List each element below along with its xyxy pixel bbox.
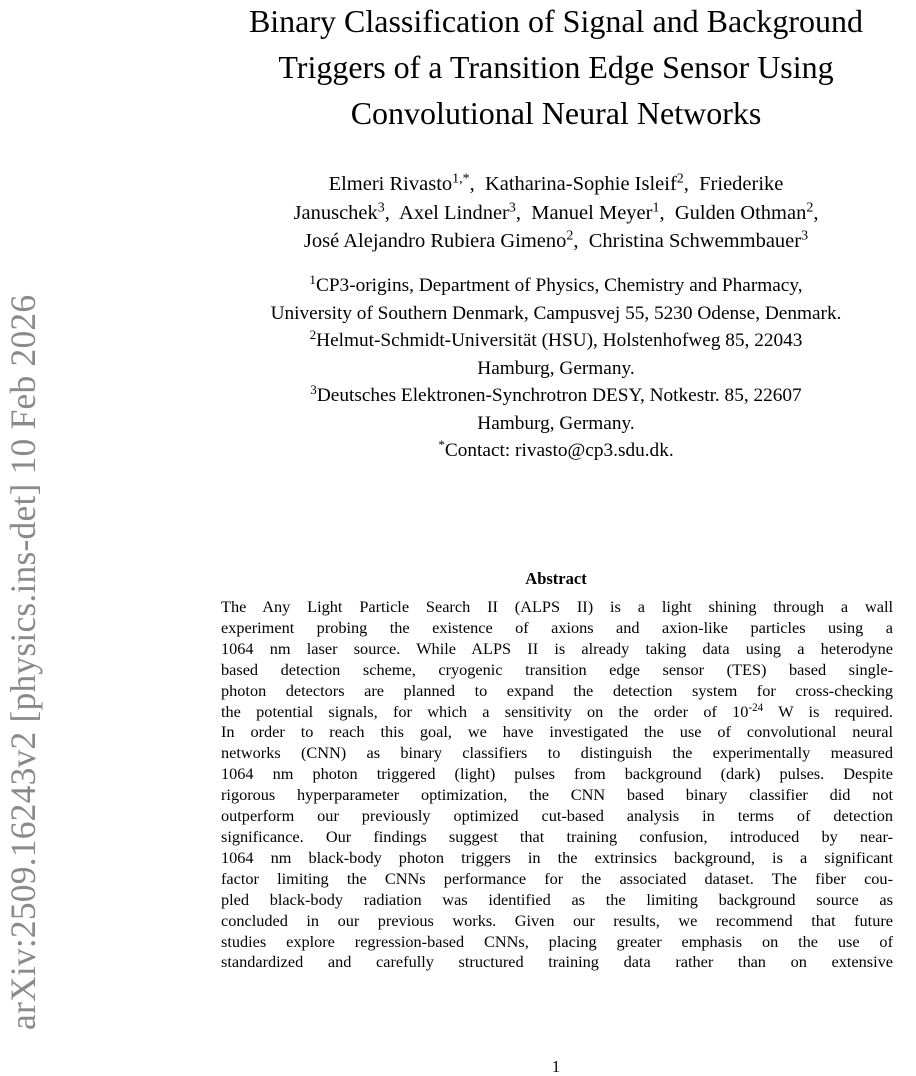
author-line: Elmeri Rivasto$^{1,*}$, Katharina-Sophie Isleif$^2$, Friederike <box>328 171 784 195</box>
author <box>399 199 516 224</box>
abstract-line: experiment probing the existence of axions and axion-like particles using a <box>221 617 893 637</box>
abstract-line: The Any Light Particle Search II (ALPS II) is a light shining through a wall <box>221 597 893 616</box>
abstract-line: networks (CNN) as binary classifiers to distinguish the experimentally measured <box>221 743 893 763</box>
contact-mark: * <box>438 436 445 452</box>
author-name-cont: Januschek <box>293 201 378 224</box>
title-line: Triggers of a Transition Edge Sensor Using <box>278 49 834 85</box>
contact-line <box>196 437 916 465</box>
title-line: Convolutional Neural Networks <box>350 95 762 131</box>
abstract-line: pled black-body radiation was identified as the limiting background source as <box>221 889 893 909</box>
author-name: Katharina-Sophie Isleif <box>484 173 677 195</box>
arxiv-identifier-stamp: arXiv:2509.16243v2 [physics.ins-det] 10 Feb 2026 <box>3 294 43 1030</box>
affiliation-mark: 1 <box>309 271 316 287</box>
affiliation-mark: 2 <box>309 326 317 342</box>
author-affiliation-mark: 2 <box>806 199 814 215</box>
author-name: Manuel Meyer <box>531 201 653 224</box>
author-affiliation-mark: 1 <box>652 199 660 215</box>
affiliation-line <box>196 272 916 300</box>
affiliation-text: Deutsches Elektronen-Synchrotron DESY, Notkestr. 85, 22607 <box>316 385 802 406</box>
paper-title <box>196 0 916 136</box>
contact-email-text: Contact: rivasto@cp3.sdu.dk. <box>444 440 674 461</box>
affiliation-line <box>196 327 916 355</box>
author-affiliation-mark: 3 <box>801 228 809 244</box>
abstract-line-text: the potential signals, for which a sensitivity on the order of 10 <box>221 701 749 721</box>
author-name: Axel Lindner <box>399 201 509 224</box>
abstract-line: standardized and carefully structured training data rather than on extensive <box>221 952 893 972</box>
sensitivity-exponent: -24 <box>748 701 764 714</box>
author-affiliation-mark: 3 <box>377 199 385 215</box>
affiliation-text: Helmut-Schmidt-Universität (HSU), Holstenhofweg 85, 22043 <box>316 330 803 351</box>
author <box>485 173 684 195</box>
author-affiliation-mark: 1,* <box>452 171 470 187</box>
abstract-line: concluded in our previous works. Given our results, we recommend that future <box>221 910 893 930</box>
author-name: Christina Schwemmbauer <box>588 230 802 252</box>
affiliation-list <box>196 272 916 465</box>
author-affiliation-mark: 3 <box>508 199 516 215</box>
abstract-line: outperform our previously optimized cut-based analysis in terms of detection <box>221 806 893 826</box>
author-line: José Alejandro Rubiera Gimeno$^2$, Christina Schwemmbauer$^3$ <box>303 228 809 252</box>
affiliation-line <box>196 382 916 410</box>
affiliation-mark: 3 <box>310 381 317 397</box>
abstract-line-text: W is required. <box>763 701 893 721</box>
abstract-body <box>221 597 893 973</box>
author-name: Gulden Othman <box>674 201 807 224</box>
affiliation-line: University of Southern Denmark, Campusvej 55, 5230 Odense, Denmark. <box>270 302 842 324</box>
author-affiliation-mark: 2 <box>676 171 684 187</box>
author <box>304 230 573 252</box>
author <box>293 199 385 224</box>
abstract-line: 1064 nm laser source. While ALPS II is already taking data using a heterodyne <box>221 638 893 658</box>
author-name: José Alejandro Rubiera Gimeno <box>303 230 567 252</box>
abstract-line: photon detectors are planned to expand the detection system for cross-checking <box>221 680 893 700</box>
author-line: Januschek$^3$, Axel Lindner$^3$, Manuel Meyer$^1$, Gulden Othman$^2$, <box>293 199 819 224</box>
abstract-line: 1064 nm black-body photon triggers in the extrinsics background, is a significant <box>221 847 893 867</box>
author-list <box>196 170 916 256</box>
affiliation-text: CP3-origins, Department of Physics, Chemistry and Pharmacy, <box>315 275 803 296</box>
author-name-part: Friederike <box>699 173 784 195</box>
author <box>329 173 470 195</box>
abstract-line: studies explore regression-based CNNs, placing greater emphasis on the use of <box>221 931 893 951</box>
abstract-line: based detection scheme, cryogenic transition edge sensor (TES) based single- <box>221 659 893 679</box>
abstract-line: rigorous hyperparameter optimization, the CNN based binary classifier did not <box>221 785 893 805</box>
author <box>531 199 660 224</box>
abstract-line: 1064 nm photon triggered (light) pulses from background (dark) pulses. Despite <box>221 764 893 784</box>
abstract-heading: Abstract <box>525 569 587 588</box>
title-line: Binary Classification of Signal and Background <box>248 3 864 39</box>
page-number: 1 <box>551 1057 561 1076</box>
abstract-line <box>221 702 893 723</box>
affiliation-line: Hamburg, Germany. <box>477 357 635 379</box>
author <box>589 230 808 252</box>
abstract-line: significance. Our findings suggest that training confusion, introduced by near- <box>221 826 893 846</box>
abstract-line: In order to reach this goal, we have investigated the use of convolutional neural <box>221 722 893 742</box>
author-affiliation-mark: 2 <box>566 228 574 244</box>
abstract-line: factor limiting the CNNs performance for the associated dataset. The fiber cou- <box>221 868 893 888</box>
author <box>674 199 814 224</box>
affiliation-line: Hamburg, Germany. <box>477 412 635 434</box>
author-name: Elmeri Rivasto <box>328 173 453 195</box>
